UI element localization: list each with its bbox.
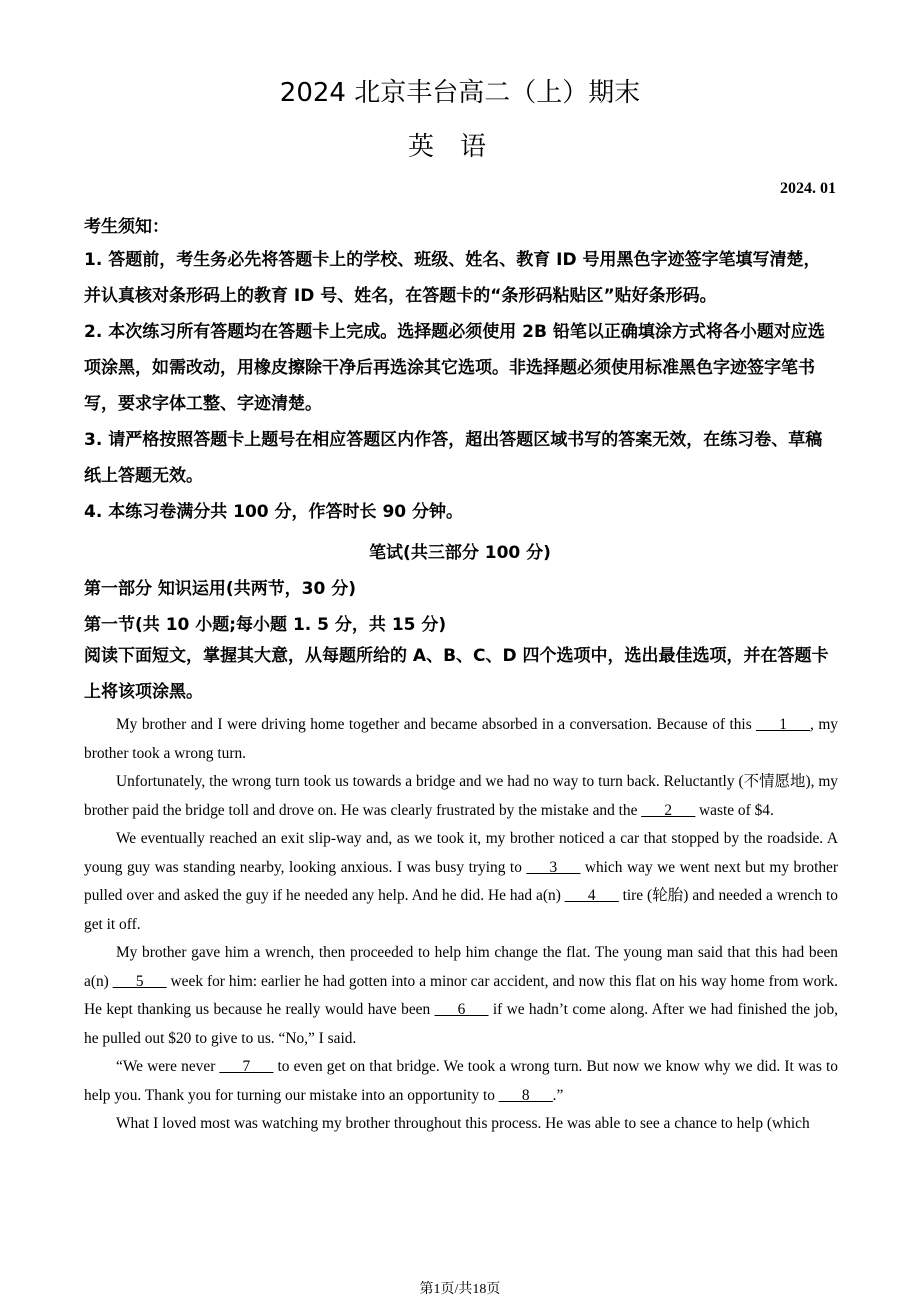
notice-item-2: 2. 本次练习所有答题均在答题卡上完成。选择题必须使用 2B 铅笔以正确填涂方式将各小题对应选项涂黑，如需改动，用橡皮擦除干净后再选涂其它选项。非选择题必须使用标准黑色字迹签字笔书写，要求字体工整、字迹清楚。 (84, 322, 825, 414)
blank-6: ___6___ (434, 1001, 489, 1018)
blank-5: ___5___ (112, 972, 167, 990)
paragraph-6: What I loved most was watching my brother throughout this process. He was able to see a chance to help (which (116, 1115, 810, 1132)
blank-8: ___8___ (498, 1086, 553, 1104)
notice-item-1: 1. 答题前，考生务必先将答题卡上的学校、班级、姓名、教育 ID 号用黑色字迹签字笔填写清楚，并认真核对条形码上的教育 ID 号、姓名，在答题卡的“条形码粘贴区”贴好条形码。 (84, 250, 821, 306)
part1-heading: 第一部分 知识运用(共两节，30 分) (84, 579, 357, 599)
blank-3: ___3___ (526, 858, 581, 876)
paragraph-1: My brother and I were driving home together and became absorbed in a conversation. Because of this ___1___, my brother took a wrong turn. (84, 716, 838, 762)
paragraph-2: Unfortunately, the wrong turn took us towards a bridge and we had no way to turn back. Reluctantly (不情愿地), my brother paid the bridge toll and drove on. He was clearly frustrated by the mistake and the ___2___ waste of $4. (84, 773, 838, 819)
page-number: 第1页/共18页 (419, 1282, 501, 1297)
written-section-heading: 笔试(共三部分 100 分) (369, 543, 551, 563)
blank-2: ___2___ (641, 801, 696, 819)
blank-4: ___4___ (564, 887, 619, 904)
blank-7: ___7___ (219, 1058, 274, 1075)
exam-title: 2024 北京丰台高二（上）期末 (279, 78, 641, 108)
exam-date: 2024. 01 (780, 180, 836, 197)
notice-item-3: 3. 请严格按照答题卡上题号在相应答题区内作答，超出答题区域书写的答案无效，在练习卷、草稿纸上答题无效。 (84, 430, 823, 486)
paragraph-4: My brother gave him a wrench, then proceeded to help him change the flat. The young man said that this had been a(n) ___5___ week for him: earlier he had gotten into a minor car accident, and now this flat on his way home from work. He kept thanking us because he really would have been ___6___ if we hadn’t come along. After we had finished the job, he pulled out $20 to give to us. “No,” I said. (84, 944, 839, 1047)
paragraph-3: We eventually reached an exit slip-way and, as we took it, my brother noticed a car that stopped by the roadside. A young guy was standing nearby, looking anxious. I was busy trying to ___3___ which way we went next but my brother pulled over and asked the guy if he needed any help. And he did. He had a(n) ___4___ tire (轮胎) and needed a wrench to get it off. (84, 830, 838, 933)
cloze-passage (84, 711, 838, 1139)
notice-item-4: 4. 本练习卷满分共 100 分，作答时长 90 分钟。 (84, 502, 464, 522)
section1-heading: 第一节(共 10 小题;每小题 1. 5 分，共 15 分) (84, 615, 447, 635)
blank-1: ___1___ (756, 716, 811, 733)
notice-heading: 考生须知： (84, 217, 169, 237)
instruction-text: 阅读下面短文，掌握其大意，从每题所给的 A、B、C、D 四个选项中，选出最佳选项，并在答题卡上将该项涂黑。 (84, 646, 829, 702)
subject-title: 英语 (407, 132, 512, 162)
paragraph-5: “We were never ___7___ to even get on that bridge. We took a wrong turn. But now we know why we did. It was to help you. Thank you for turning our mistake into an opportunity to ___8___.” (84, 1058, 838, 1104)
